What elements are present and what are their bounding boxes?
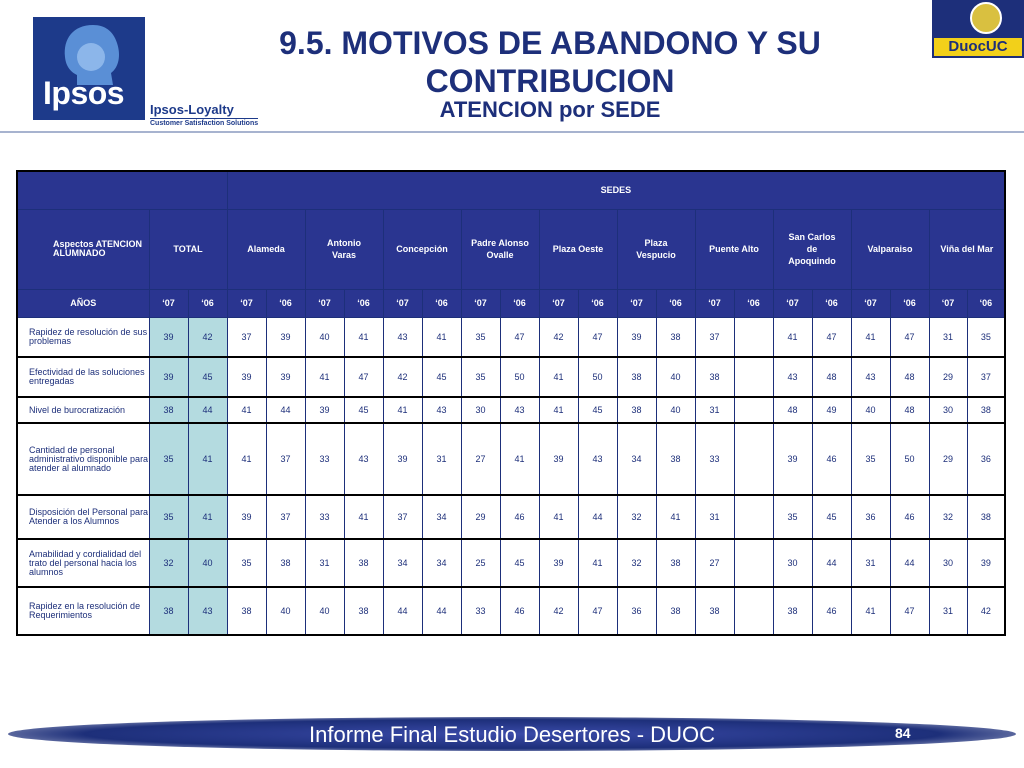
value-cell: 33 bbox=[305, 495, 344, 539]
sede-header bbox=[305, 209, 383, 289]
value-cell: 37 bbox=[967, 357, 1005, 397]
sede-header-label: Antonio Varas bbox=[327, 238, 361, 260]
value-cell: 38 bbox=[344, 587, 383, 635]
value-cell: 43 bbox=[578, 423, 617, 495]
total-cell: 42 bbox=[188, 317, 227, 357]
value-cell: 36 bbox=[617, 587, 656, 635]
value-cell: 41 bbox=[578, 539, 617, 587]
table-row bbox=[17, 397, 1005, 423]
total-cell: 38 bbox=[149, 397, 188, 423]
total-cell: 43 bbox=[188, 587, 227, 635]
sede-header bbox=[461, 209, 539, 289]
value-cell: 43 bbox=[422, 397, 461, 423]
value-cell: 38 bbox=[266, 539, 305, 587]
value-cell: 41 bbox=[227, 397, 266, 423]
value-cell: 40 bbox=[305, 317, 344, 357]
blank-header-cell bbox=[17, 171, 227, 209]
value-cell: 41 bbox=[539, 495, 578, 539]
value-cell: 32 bbox=[929, 495, 967, 539]
table-row bbox=[17, 423, 1005, 495]
year-header: ‘06 bbox=[734, 289, 773, 317]
year-header: ‘07 bbox=[851, 289, 890, 317]
year-header: ‘06 bbox=[656, 289, 695, 317]
value-cell: 44 bbox=[383, 587, 422, 635]
sede-header-label: Plaza Vespucio bbox=[636, 238, 676, 260]
year-header: ‘06 bbox=[812, 289, 851, 317]
year-header: ‘07 bbox=[929, 289, 967, 317]
value-cell: 30 bbox=[929, 539, 967, 587]
sedes-header-row bbox=[17, 171, 1005, 209]
table-row bbox=[17, 495, 1005, 539]
table-row bbox=[17, 587, 1005, 635]
value-cell: 42 bbox=[539, 587, 578, 635]
value-cell: 38 bbox=[967, 397, 1005, 423]
total-cell: 38 bbox=[149, 587, 188, 635]
value-cell: 46 bbox=[812, 423, 851, 495]
value-cell: 48 bbox=[773, 397, 812, 423]
value-cell: 34 bbox=[383, 539, 422, 587]
sede-header-label: Puente Alto bbox=[709, 244, 759, 254]
page-number: 84 bbox=[895, 725, 911, 741]
duoc-logo-word: DuocUC bbox=[934, 38, 1022, 56]
row-label: Disposición del Personal para Atender a los Alumnos bbox=[17, 495, 149, 539]
value-cell: 33 bbox=[695, 423, 734, 495]
value-cell: 39 bbox=[773, 423, 812, 495]
header-divider bbox=[0, 131, 1024, 133]
total-cell: 35 bbox=[149, 423, 188, 495]
value-cell: 41 bbox=[227, 423, 266, 495]
total-cell: 45 bbox=[188, 357, 227, 397]
value-cell: 37 bbox=[695, 317, 734, 357]
value-cell bbox=[734, 423, 773, 495]
sede-names-row bbox=[17, 209, 1005, 289]
sede-header bbox=[695, 209, 773, 289]
value-cell: 37 bbox=[266, 423, 305, 495]
value-cell: 41 bbox=[539, 357, 578, 397]
sede-header-label: Alameda bbox=[247, 244, 285, 254]
value-cell: 41 bbox=[539, 397, 578, 423]
sede-header-label: Viña del Mar bbox=[940, 244, 994, 254]
total-header: TOTAL bbox=[149, 209, 227, 289]
value-cell: 29 bbox=[929, 357, 967, 397]
value-cell: 47 bbox=[578, 587, 617, 635]
value-cell: 35 bbox=[461, 357, 500, 397]
value-cell: 38 bbox=[773, 587, 812, 635]
row-label: Efectividad de las soluciones entregadas bbox=[17, 357, 149, 397]
sede-header-label: San Carlos de Apoquindo bbox=[788, 232, 836, 266]
value-cell: 35 bbox=[773, 495, 812, 539]
value-cell: 43 bbox=[773, 357, 812, 397]
value-cell: 31 bbox=[851, 539, 890, 587]
value-cell: 36 bbox=[851, 495, 890, 539]
value-cell: 30 bbox=[773, 539, 812, 587]
value-cell: 40 bbox=[656, 357, 695, 397]
value-cell: 38 bbox=[967, 495, 1005, 539]
page-title: 9.5. MOTIVOS DE ABANDONO Y SU CONTRIBUCION bbox=[279, 25, 821, 99]
year-header: ‘06 bbox=[578, 289, 617, 317]
value-cell: 31 bbox=[929, 587, 967, 635]
value-cell: 44 bbox=[422, 587, 461, 635]
value-cell: 40 bbox=[305, 587, 344, 635]
value-cell: 49 bbox=[812, 397, 851, 423]
row-label: Amabilidad y cordialidad del trato del personal hacia los alumnos bbox=[17, 539, 149, 587]
sede-header bbox=[929, 209, 1005, 289]
value-cell: 31 bbox=[422, 423, 461, 495]
value-cell: 39 bbox=[967, 539, 1005, 587]
value-cell: 37 bbox=[383, 495, 422, 539]
value-cell: 33 bbox=[461, 587, 500, 635]
year-header: ‘07 bbox=[149, 289, 188, 317]
year-header: ‘06 bbox=[967, 289, 1005, 317]
atencion-sede-table bbox=[16, 170, 1006, 636]
value-cell: 45 bbox=[422, 357, 461, 397]
row-label: Cantidad de personal administrativo disponible para atender al alumnado bbox=[17, 423, 149, 495]
value-cell: 38 bbox=[656, 423, 695, 495]
year-header: ‘06 bbox=[422, 289, 461, 317]
value-cell: 41 bbox=[656, 495, 695, 539]
value-cell: 41 bbox=[422, 317, 461, 357]
year-header: ‘06 bbox=[890, 289, 929, 317]
value-cell: 35 bbox=[227, 539, 266, 587]
value-cell: 38 bbox=[656, 317, 695, 357]
aspectos-header: Aspectos ATENCION ALUMNADO bbox=[17, 209, 149, 289]
value-cell: 44 bbox=[890, 539, 929, 587]
value-cell: 39 bbox=[539, 423, 578, 495]
ipsos-logo bbox=[33, 17, 145, 120]
value-cell: 32 bbox=[617, 539, 656, 587]
total-cell: 41 bbox=[188, 423, 227, 495]
total-cell: 35 bbox=[149, 495, 188, 539]
value-cell: 42 bbox=[967, 587, 1005, 635]
sedes-header: SEDES bbox=[227, 171, 1005, 209]
value-cell: 38 bbox=[695, 357, 734, 397]
ipsos-loyalty-label: Ipsos-Loyalty bbox=[150, 102, 234, 117]
sede-header bbox=[539, 209, 617, 289]
value-cell: 47 bbox=[578, 317, 617, 357]
table-row bbox=[17, 539, 1005, 587]
value-cell: 45 bbox=[500, 539, 539, 587]
value-cell: 37 bbox=[266, 495, 305, 539]
value-cell: 30 bbox=[461, 397, 500, 423]
year-header: ‘06 bbox=[344, 289, 383, 317]
value-cell: 48 bbox=[890, 357, 929, 397]
value-cell: 35 bbox=[851, 423, 890, 495]
total-cell: 40 bbox=[188, 539, 227, 587]
value-cell: 47 bbox=[890, 587, 929, 635]
value-cell bbox=[734, 357, 773, 397]
value-cell: 38 bbox=[695, 587, 734, 635]
value-cell: 31 bbox=[929, 317, 967, 357]
year-header: ‘07 bbox=[227, 289, 266, 317]
value-cell: 44 bbox=[812, 539, 851, 587]
year-header: ‘07 bbox=[695, 289, 734, 317]
value-cell: 46 bbox=[500, 587, 539, 635]
value-cell: 25 bbox=[461, 539, 500, 587]
value-cell: 50 bbox=[578, 357, 617, 397]
value-cell bbox=[734, 317, 773, 357]
value-cell: 30 bbox=[929, 397, 967, 423]
value-cell: 41 bbox=[773, 317, 812, 357]
value-cell: 34 bbox=[422, 495, 461, 539]
value-cell: 38 bbox=[617, 397, 656, 423]
value-cell: 41 bbox=[383, 397, 422, 423]
value-cell: 32 bbox=[617, 495, 656, 539]
sede-header bbox=[773, 209, 851, 289]
duoc-seal-icon bbox=[970, 2, 1002, 34]
value-cell: 37 bbox=[227, 317, 266, 357]
value-cell: 38 bbox=[344, 539, 383, 587]
value-cell: 45 bbox=[812, 495, 851, 539]
table-row bbox=[17, 357, 1005, 397]
row-label: Rapidez en la resolución de Requerimientos bbox=[17, 587, 149, 635]
value-cell: 47 bbox=[890, 317, 929, 357]
footer-title: Informe Final Estudio Desertores - DUOC bbox=[309, 722, 715, 747]
year-header: ‘07 bbox=[539, 289, 578, 317]
sede-header-label: Concepción bbox=[396, 244, 448, 254]
value-cell: 36 bbox=[967, 423, 1005, 495]
value-cell: 40 bbox=[851, 397, 890, 423]
value-cell: 39 bbox=[383, 423, 422, 495]
value-cell: 41 bbox=[344, 317, 383, 357]
value-cell: 39 bbox=[617, 317, 656, 357]
year-header: ‘06 bbox=[266, 289, 305, 317]
value-cell: 50 bbox=[500, 357, 539, 397]
value-cell: 47 bbox=[344, 357, 383, 397]
value-cell: 38 bbox=[656, 587, 695, 635]
row-label: Rapidez de resolución de sus problemas bbox=[17, 317, 149, 357]
sede-header bbox=[383, 209, 461, 289]
value-cell bbox=[734, 539, 773, 587]
year-header: ‘07 bbox=[305, 289, 344, 317]
total-cell: 39 bbox=[149, 317, 188, 357]
total-cell: 44 bbox=[188, 397, 227, 423]
value-cell: 35 bbox=[967, 317, 1005, 357]
total-cell: 39 bbox=[149, 357, 188, 397]
ipsos-logo-word: Ipsos bbox=[43, 75, 125, 111]
table-row bbox=[17, 317, 1005, 357]
value-cell: 27 bbox=[695, 539, 734, 587]
value-cell: 39 bbox=[305, 397, 344, 423]
value-cell: 44 bbox=[578, 495, 617, 539]
value-cell: 27 bbox=[461, 423, 500, 495]
value-cell: 43 bbox=[383, 317, 422, 357]
sede-header-label: Valparaiso bbox=[867, 244, 913, 254]
value-cell: 50 bbox=[890, 423, 929, 495]
year-header: ‘06 bbox=[500, 289, 539, 317]
value-cell: 48 bbox=[812, 357, 851, 397]
years-row bbox=[17, 289, 1005, 317]
anos-header: AÑOS bbox=[17, 289, 149, 317]
value-cell: 45 bbox=[344, 397, 383, 423]
duoc-logo bbox=[932, 0, 1024, 58]
ipsos-tagline: Customer Satisfaction Solutions bbox=[150, 120, 259, 127]
value-cell bbox=[734, 587, 773, 635]
value-cell: 29 bbox=[929, 423, 967, 495]
value-cell: 38 bbox=[656, 539, 695, 587]
sede-header bbox=[851, 209, 929, 289]
value-cell: 39 bbox=[266, 317, 305, 357]
value-cell: 47 bbox=[812, 317, 851, 357]
year-header: ‘07 bbox=[773, 289, 812, 317]
page-subtitle: ATENCION por SEDE bbox=[439, 97, 661, 122]
value-cell: 43 bbox=[500, 397, 539, 423]
value-cell: 42 bbox=[383, 357, 422, 397]
value-cell: 39 bbox=[227, 357, 266, 397]
row-label: Nivel de burocratización bbox=[17, 397, 149, 423]
value-cell: 47 bbox=[500, 317, 539, 357]
sede-header bbox=[227, 209, 305, 289]
value-cell: 40 bbox=[266, 587, 305, 635]
value-cell: 45 bbox=[578, 397, 617, 423]
value-cell: 46 bbox=[500, 495, 539, 539]
value-cell: 29 bbox=[461, 495, 500, 539]
value-cell: 43 bbox=[851, 357, 890, 397]
total-cell: 32 bbox=[149, 539, 188, 587]
value-cell: 34 bbox=[617, 423, 656, 495]
value-cell: 46 bbox=[812, 587, 851, 635]
year-header: ‘07 bbox=[383, 289, 422, 317]
value-cell: 44 bbox=[266, 397, 305, 423]
value-cell: 31 bbox=[695, 397, 734, 423]
value-cell: 41 bbox=[851, 317, 890, 357]
value-cell: 41 bbox=[500, 423, 539, 495]
value-cell: 41 bbox=[344, 495, 383, 539]
sede-header-label: Plaza Oeste bbox=[552, 244, 604, 254]
value-cell: 48 bbox=[890, 397, 929, 423]
sede-header-label: Padre Alonso Ovalle bbox=[471, 238, 529, 260]
value-cell: 42 bbox=[539, 317, 578, 357]
year-header: ‘07 bbox=[617, 289, 656, 317]
value-cell: 39 bbox=[227, 495, 266, 539]
value-cell: 41 bbox=[851, 587, 890, 635]
value-cell: 38 bbox=[617, 357, 656, 397]
year-header: ‘06 bbox=[188, 289, 227, 317]
value-cell bbox=[734, 495, 773, 539]
value-cell: 31 bbox=[305, 539, 344, 587]
value-cell: 38 bbox=[227, 587, 266, 635]
total-cell: 41 bbox=[188, 495, 227, 539]
value-cell: 39 bbox=[539, 539, 578, 587]
value-cell: 43 bbox=[344, 423, 383, 495]
value-cell bbox=[734, 397, 773, 423]
year-header: ‘07 bbox=[461, 289, 500, 317]
value-cell: 40 bbox=[656, 397, 695, 423]
value-cell: 34 bbox=[422, 539, 461, 587]
sede-header bbox=[617, 209, 695, 289]
value-cell: 46 bbox=[890, 495, 929, 539]
value-cell: 31 bbox=[695, 495, 734, 539]
value-cell: 41 bbox=[305, 357, 344, 397]
value-cell: 39 bbox=[266, 357, 305, 397]
value-cell: 35 bbox=[461, 317, 500, 357]
value-cell: 33 bbox=[305, 423, 344, 495]
